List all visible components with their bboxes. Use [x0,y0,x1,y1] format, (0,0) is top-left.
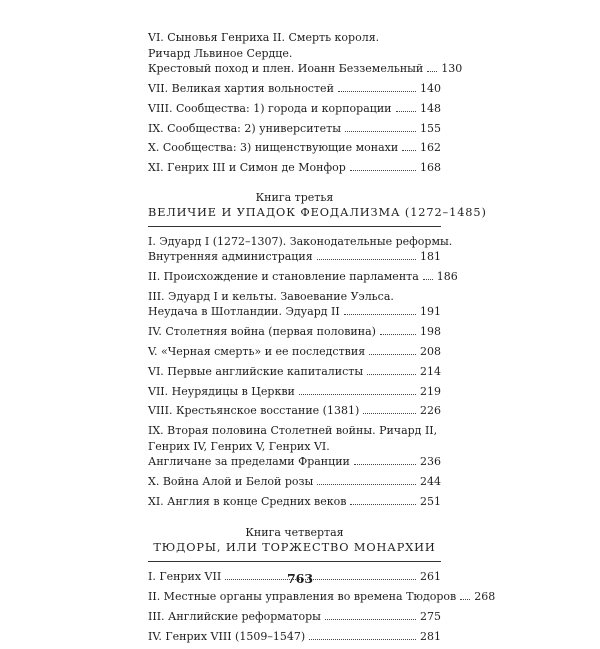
toc-entry-title-line: II. Происхождение и становление парламента [148,270,419,284]
toc-entry[interactable] [148,160,441,176]
toc-entry-last-line [148,121,441,137]
dot-leader [427,71,437,72]
toc-entry-page: 168 [420,161,441,175]
toc-entry-page: 275 [420,610,441,624]
toc-entry-page: 281 [420,629,441,643]
toc-entry-page: 191 [420,305,441,319]
book-label: Книга третья [255,190,334,204]
dot-leader [344,314,416,315]
toc-entry-title-line: III. Эдуард I и кельты. Завоевание Уэльса. [148,289,394,303]
toc-entry-title-line: Внутренняя администрация [148,250,313,264]
toc-entry[interactable] [148,629,441,645]
toc-entry-page: 186 [436,270,458,284]
divider [148,226,441,227]
part-heading-book-three [148,190,487,220]
part-heading-book-four [148,526,441,555]
toc-entry[interactable] [148,384,441,400]
toc-entry-last-line [148,609,441,625]
toc-entry-page: 181 [420,250,441,264]
dot-leader [363,413,416,414]
toc-entry-last-line [148,403,441,419]
toc-entry[interactable] [148,269,458,285]
dot-leader [396,111,416,112]
dot-leader [354,464,416,465]
dot-leader [402,150,416,151]
toc-entry-page: 198 [420,325,441,339]
page-number: 763 [286,571,314,586]
toc-entry-title-line: VI. Первые английские капиталисты [148,364,364,378]
toc-entry-page: 155 [420,121,441,135]
dot-leader [317,484,416,485]
toc-entry-last-line [148,61,463,77]
toc-entry-page: 261 [420,570,441,584]
toc-entry-page: 208 [420,345,441,358]
toc-entry-title-line: VIII. Сообщества: 1) города и корпорации [148,101,392,115]
toc-entry-title-line: Англичане за пределами Франции [148,455,350,469]
dot-leader [350,504,416,505]
toc-entry-page: 219 [420,384,441,398]
toc-entry-title-line: IV. Столетняя война (первая половина) [148,325,376,339]
toc-entry-title-line: X. Война Алой и Белой розы [148,475,314,489]
toc-entry-title-line: VII. Неурядицы в Церкви [148,384,295,398]
toc-entry-title-line: XI. Англия в конце Средних веков [148,494,347,508]
toc-entry-page: 236 [420,455,441,469]
toc-entry-last-line [148,81,441,97]
toc-entry-page: 162 [420,141,441,155]
toc-section-book-two-end [148,30,463,176]
toc-entry-page: 268 [474,590,496,604]
toc-entry[interactable] [148,403,441,419]
toc-entry-title-line: I. Эдуард I (1272–1307). Законодательные реформы. [148,234,453,248]
dot-leader [338,91,416,92]
toc-entry-title-line: VIII. Крестьянское восстание (1381) [148,404,360,418]
toc-entry-last-line [148,101,441,117]
book-label: Книга четвертая [245,526,344,540]
toc-entry[interactable] [148,474,441,490]
toc-entry-last-line [148,474,441,490]
toc-entry[interactable] [148,101,441,117]
toc-entry-title-line: IX. Сообщества: 2) университеты [148,121,341,135]
toc-entry-last-line [148,344,441,360]
toc-entry-last-line [148,249,441,265]
book-title: ТЮДОРЫ, ИЛИ ТОРЖЕСТВО МОНАРХИИ [153,541,436,555]
toc-entry-title-line: III. Английские реформаторы [148,610,321,624]
toc-entry-title-line: I. Генрих VII [148,570,222,584]
toc-entry-last-line [148,364,441,380]
toc-entry-title-line: II. Местные органы управления во времена Тюдоров [148,590,457,604]
toc-entry-title-line: VI. Сыновья Генриха II. Смерть короля. [148,31,380,44]
toc-entry-page: 130 [441,62,463,76]
toc-entry[interactable] [148,81,441,97]
toc-entry-last-line [148,324,441,340]
toc-entry-title-line: Неудача в Шотландии. Эдуард II [148,305,340,319]
toc-entry[interactable] [148,234,453,265]
toc-entry[interactable] [148,494,441,510]
toc-entry-title-line: X. Сообщества: 3) нищенствующие монахи [148,141,399,155]
toc-entry-title-line: Ричард Львиное Сердце. [148,46,293,60]
toc-entry-last-line [148,160,441,176]
toc-entry-page: 140 [420,81,441,95]
toc-entry[interactable] [148,423,441,470]
toc-entry-page: 214 [420,364,441,378]
dot-leader [299,394,416,395]
toc-entry-page: 148 [420,101,441,115]
divider [148,561,441,562]
toc-entry-last-line [148,269,458,285]
toc-entry[interactable] [148,30,463,77]
toc-entry[interactable] [148,121,441,137]
toc-entry[interactable] [148,289,441,320]
dot-leader [325,619,416,620]
toc-entry-last-line [148,494,441,510]
toc-entry-last-line [148,304,441,320]
toc-entry[interactable] [148,364,441,380]
toc-entry-title-line: IV. Генрих VIII (1509–1547) [148,629,306,643]
toc-entry[interactable] [148,609,441,625]
dot-leader [423,279,433,280]
toc-entry-page: 244 [420,475,441,489]
toc-entry-title-line: Крестовый поход и плен. Иоанн Безземельный [148,62,424,76]
toc-entry[interactable] [148,344,441,360]
dot-leader [309,639,416,640]
dot-leader [345,131,416,132]
toc-entry-page: 226 [420,404,441,418]
toc-entry-last-line [148,454,441,470]
toc-section-book-three [148,234,458,510]
toc-entry-page: 251 [420,494,441,508]
dot-leader [369,354,416,355]
toc-entry[interactable] [148,589,496,605]
toc-entry-last-line [148,140,441,156]
toc-entry-last-line [148,629,441,645]
toc-entry[interactable] [148,140,441,156]
toc-entry-last-line [148,384,441,400]
table-of-contents [148,30,496,649]
book-title: ВЕЛИЧИЕ И УПАДОК ФЕОДАЛИЗМА (1272–1485) [148,205,487,219]
toc-entry-title-line: Генрих IV, Генрих V, Генрих VI. [148,439,330,453]
toc-entry-last-line [148,589,496,605]
toc-entry-title-line: VII. Великая хартия вольностей [148,81,334,95]
dot-leader [380,334,416,335]
toc-entry-title-line: IX. Вторая половина Столетней войны. Ричард II, [148,424,438,438]
toc-entry-title-line: XI. Генрих III и Симон де Монфор [148,161,346,175]
dot-leader [350,170,416,171]
toc-entry[interactable] [148,324,441,340]
dot-leader [367,374,416,375]
dot-leader [317,259,416,260]
toc-entry-title-line: V. «Черная смерть» и ее последствия [148,345,366,358]
